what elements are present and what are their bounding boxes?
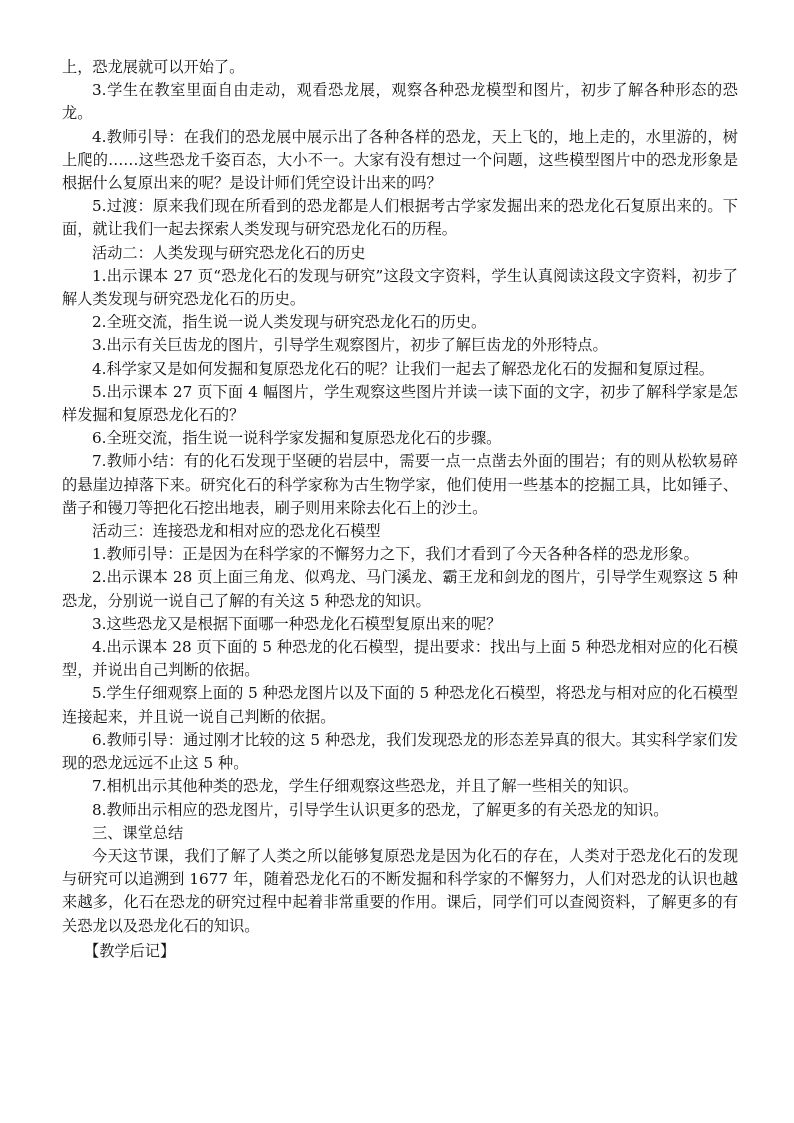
- postscript-heading: 【教学后记】: [84, 941, 176, 960]
- paragraph: 3.出示有关巨齿龙的图片，引导学生观察图片，初步了解巨齿龙的外形特点。: [92, 336, 608, 355]
- paragraph: 8.教师出示相应的恐龙图片，引导学生认识更多的恐龙，了解更多的有关恐龙的知识。: [92, 800, 669, 819]
- document-page: [62, 56, 738, 963]
- section-heading: 活动三：连接恐龙和相对应的恐龙化石模型: [92, 522, 381, 541]
- paragraph: 1.出示课本 27 页“恐龙化石的发现与研究”这段文字资料，学生认真阅读这段文字资料，初步了解人类发现与研究恐龙化石的历史。: [62, 266, 738, 309]
- paragraph: 2.全班交流，指生说一说人类发现与研究恐龙化石的历史。: [92, 313, 487, 332]
- paragraph: 5.过渡：原来我们现在所看到的恐龙都是人们根据考古学家发掘出来的恐龙化石复原出来的。下面，就让我们一起去探索人类发现与研究恐龙化石的历程。: [62, 197, 738, 239]
- paragraph: 3.学生在教室里面自由走动，观看恐龙展，观察各种恐龙模型和图片，初步了解各种形态的恐龙。: [62, 81, 738, 123]
- paragraph: 5.学生仔细观察上面的 5 种恐龙图片以及下面的 5 种恐龙化石模型，将恐龙与相对应的化石模型连接起来，并且说一说自己判断的依据。: [62, 684, 738, 726]
- paragraph: 4.出示课本 28 页下面的 5 种恐龙的化石模型，提出要求：找出与上面 5 种恐龙相对应的化石模型，并说出自己判断的依据。: [62, 638, 738, 680]
- document-body: [62, 56, 738, 938]
- paragraph: 1.教师引导：正是因为在科学家的不懈努力之下，我们才看到了今天各种各样的恐龙形象。: [92, 545, 699, 564]
- paragraph: 3.这些恐龙又是根据下面哪一种恐龙化石模型复原出来的呢？: [92, 614, 502, 633]
- section-heading: 三、课堂总结: [92, 823, 184, 842]
- paragraph: 2.出示课本 28 页上面三角龙、似鸡龙、马门溪龙、霸王龙和剑龙的图片，引导学生观察这 5 种恐龙，分别说一说自己了解的有关这 5 种恐龙的知识。: [62, 568, 738, 610]
- paragraph: 7.教师小结：有的化石发现于坚硬的岩层中，需要一点一点凿去外面的围岩；有的则从松软易碎的悬崖边掉落下来。研究化石的科学家称为古生物学家，他们使用一些基本的挖掘工具，比如锤子、凿子和镘刀等把化石挖出地表，刷子则用来除去化石上的沙土。: [62, 452, 738, 517]
- section-heading: 活动二：人类发现与研究恐龙化石的历史: [92, 243, 366, 262]
- postscript-section: [62, 940, 738, 963]
- paragraph: 4.科学家又是如何发掘和复原恐龙化石的呢？让我们一起去了解恐龙化石的发掘和复原过程。: [92, 359, 714, 378]
- paragraph: 7.相机出示其他种类的恐龙，学生仔细观察这些恐龙，并且了解一些相关的知识。: [92, 777, 639, 796]
- paragraph: 6.教师引导：通过刚才比较的这 5 种恐龙，我们发现恐龙的形态差异真的很大。其实科学家们发现的恐龙远远不止这 5 种。: [62, 730, 738, 773]
- paragraph: 5.出示课本 27 页下面 4 幅图片，学生观察这些图片并读一读下面的文字，初步了解科学家是怎样发掘和复原恐龙化石的？: [62, 382, 738, 425]
- paragraph: 今天这节课，我们了解了人类之所以能够复原恐龙是因为化石的存在，人类对于恐龙化石的发现与研究可以追溯到 1677 年，随着恐龙化石的不断发掘和科学家的不懈努力，人们对恐龙的认识也越来越多，化石在恐龙的研究过程中起着非常重要的作用。课后，同学们可以查阅资料，了解更多的有关恐龙以及恐龙化石的知识。: [62, 846, 738, 935]
- paragraph: 上，恐龙展就可以开始了。: [62, 58, 245, 76]
- paragraph: 6.全班交流，指生说一说科学家发掘和复原恐龙化石的步骤。: [92, 429, 502, 448]
- paragraph: 4.教师引导：在我们的恐龙展中展示出了各种各样的恐龙，天上飞的，地上走的，水里游的，树上爬的……这些恐龙千姿百态，大小不一。大家有没有想过一个问题，这些模型图片中的恐龙形象是根据什么复原出来的呢？是设计师们凭空设计出来的吗？: [62, 127, 738, 193]
